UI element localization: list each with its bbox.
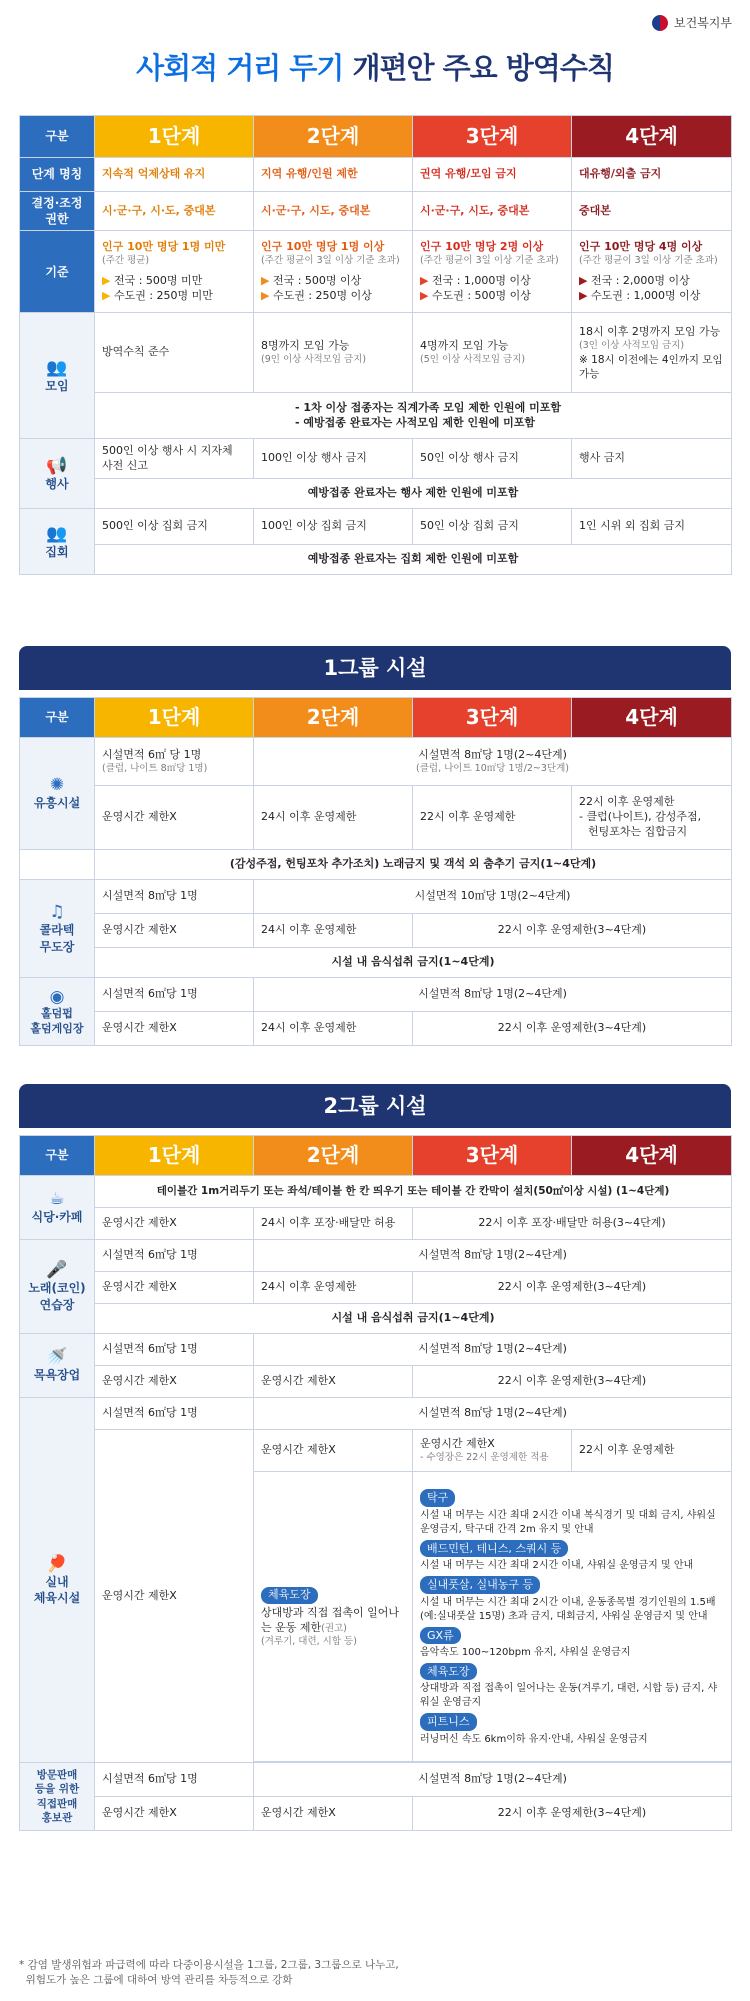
stage2-criteria: 인구 10만 명당 1명 이상 (주간 평균이 3일 이상 기준 초과) ▶ 전국 : 500명 이상 ▶ 수도권 : 250명 이상	[254, 231, 413, 313]
authority-row	[20, 192, 732, 231]
event-note-row	[20, 479, 732, 509]
g1-stage1-header: 1단계	[95, 698, 254, 738]
stage1-event: 500인 이상 행사 시 지자체 사전 신고	[95, 439, 254, 479]
sport-capacity-1: 시설면적 6㎡당 1명	[95, 1398, 254, 1430]
stage2-header: 2단계	[254, 116, 413, 158]
sales-hours-3to4: 22시 이후 운영제한(3~4단계)	[413, 1797, 732, 1831]
stage1-name: 지속적 억제상태 유지	[95, 158, 254, 192]
bath-capacity-2to4: 시설면적 8㎡당 1명(2~4단계)	[254, 1334, 732, 1366]
gathering-note: - 1차 이상 접종자는 직계가족 모임 제한 인원에 미포함 - 예방접종 완료자는 사적모임 제한 인원에 미포함	[95, 393, 732, 439]
holdem-hours-2: 24시 이후 운영제한	[254, 1012, 413, 1046]
microphone-icon: 🎤	[46, 1260, 68, 1281]
label-authority: 결정·조정 권한	[20, 192, 95, 231]
yuheung-capacity-2to4: 시설면적 8㎡당 1명(2~4단계) (클럽, 나이트 10㎡당 1명/2~3단계)	[254, 738, 732, 786]
yuheung-hours-1: 운영시간 제한X	[95, 786, 254, 850]
group1-table	[19, 697, 732, 1046]
bath-hours-2: 운영시간 제한X	[254, 1366, 413, 1398]
stage4-header: 4단계	[572, 116, 732, 158]
group2-table	[19, 1135, 732, 1831]
g2-stage4-header: 4단계	[572, 1136, 732, 1176]
people-meeting-icon: 👥	[46, 357, 68, 378]
stage1-authority: 시·군·구, 시·도, 중대본	[95, 192, 254, 231]
label-sport: 🏓 실내 체육시설	[20, 1398, 95, 1763]
ministry-name: 보건복지부	[674, 16, 732, 30]
label-gathering: 👥 모임	[20, 313, 95, 439]
stage3-gathering: 4명까지 모임 가능 (5인 이상 사적모임 금지)	[413, 313, 572, 393]
rally-row	[20, 509, 732, 545]
event-note: 예방접종 완료자는 행사 제한 인원에 미포함	[95, 479, 732, 509]
sales-capacity-1: 시설면적 6㎡당 1명	[95, 1763, 254, 1797]
sales-hours-2: 운영시간 제한X	[254, 1797, 413, 1831]
colatec-hours-2: 24시 이후 운영제한	[254, 914, 413, 948]
g2-stage3-header: 3단계	[413, 1136, 572, 1176]
footnote	[19, 1958, 399, 1988]
gathering-row	[20, 313, 732, 393]
g1-label-gubun: 구분	[20, 698, 95, 738]
sport-stage2-dojang: 체육도장 상대방과 직접 접촉이 일어나는 운동 제한(권고) (겨루기, 대련, 시합 등)	[254, 1472, 413, 1762]
label-colatec: ♫ 콜라텍 무도장	[20, 880, 95, 978]
poker-chip-icon: ◉	[49, 986, 65, 1007]
yuheung-note: (감성주점, 헌팅포차 추가조치) 노래금지 및 객석 외 춤추기 금지(1~4단계)	[95, 850, 732, 880]
label-bath: 🚿 목욕장업	[20, 1334, 95, 1398]
stage-overview-table	[19, 115, 732, 575]
g2-label-gubun: 구분	[20, 1136, 95, 1176]
label-event: 📢 행사	[20, 439, 95, 509]
label-holdem: ◉ 홀덤펍 홀덤게임장	[20, 978, 95, 1046]
label-sales-hall: 방문판매 등을 위한 직접판매 홍보관	[20, 1763, 95, 1831]
stage4-authority: 중대본	[572, 192, 732, 231]
holdem-capacity-2to4: 시설면적 8㎡당 1명(2~4단계)	[254, 978, 732, 1012]
ping-pong-icon: 🏓	[46, 1553, 68, 1574]
karaoke-hours-1: 운영시간 제한X	[95, 1272, 254, 1304]
label-cafe: ☕ 식당·카페	[20, 1176, 95, 1240]
g2-stage1-header: 1단계	[95, 1136, 254, 1176]
sport-stage3to4-rules: 탁구 시설 내 머무는 시간 최대 2시간 이내 복식경기 및 대회 금지, 샤워실 운영금지, 탁구대 간격 2m 유지 및 안내 배드민턴, 테니스, 스쿼시 등 시설 내 머무는 시간 최대 2시간 이내, 샤워실 운영금지 및 안내 실내풋살, 실내농구 등 시설 내 머무는 시간 최대 2시간 이내, 운동종목별 경기인원의 1.5배(예:실내풋살 15명) 초과 금지, 대회금지, 샤워실 운영금지 및 안내 GX류 음악속도 100~120bpm 유지, 샤워실 운영금지 체육도장 상대방과 직접 접촉이 일어나는 운동(겨루기, 대련, 시합 등) 금지, 샤워실 운영금지 피트니스 러닝머신 속도 6km이하 유지·안내, 샤워실 운영금지	[413, 1472, 732, 1762]
stage3-event: 50인 이상 행사 금지	[413, 439, 572, 479]
shower-icon: 🚿	[46, 1347, 68, 1368]
stage2-name: 지역 유행/인원 제한	[254, 158, 413, 192]
ministry-logo	[652, 14, 732, 31]
sport-hours-3: 운영시간 제한X - 수영장은 22시 운영제한 적용	[413, 1430, 572, 1472]
stage4-rally: 1인 시위 외 집회 금지	[572, 509, 732, 545]
karaoke-note: 시설 내 음식섭취 금지(1~4단계)	[95, 1304, 732, 1334]
g1-stage2-header: 2단계	[254, 698, 413, 738]
stage1-criteria: 인구 10만 명당 1명 미만 (주간 평균) ▶ 전국 : 500명 미만 ▶ 수도권 : 250명 미만	[95, 231, 254, 313]
g1-stage3-header: 3단계	[413, 698, 572, 738]
stage4-gathering: 18시 이후 2명까지 모임 가능 (3인 이상 사적모임 금지) ※ 18시 이전에는 4인까지 모임 가능	[572, 313, 732, 393]
coffee-cup-icon: ☕	[49, 1189, 65, 1210]
g2-stage2-header: 2단계	[254, 1136, 413, 1176]
stage1-header: 1단계	[95, 116, 254, 158]
sport-hours-1: 운영시간 제한X	[95, 1430, 254, 1763]
sport-hours-4: 22시 이후 운영제한	[572, 1430, 732, 1472]
page-title: 사회적 거리 두기 개편안 주요 방역수칙	[136, 51, 614, 85]
crowd-icon: 👥	[46, 523, 68, 544]
bath-hours-1: 운영시간 제한X	[95, 1366, 254, 1398]
label-criteria: 기준	[20, 231, 95, 313]
stage1-gathering: 방역수칙 준수	[95, 313, 254, 393]
ministry-emblem-icon	[652, 15, 668, 31]
label-karaoke: 🎤 노래(코인) 연습장	[20, 1240, 95, 1334]
header-row	[20, 116, 732, 158]
cafe-hours-2: 24시 이후 포장·배달만 허용	[254, 1208, 413, 1240]
cafe-hours-3to4: 22시 이후 포장·배달만 허용(3~4단계)	[413, 1208, 732, 1240]
criteria-row	[20, 231, 732, 313]
g1-stage4-header: 4단계	[572, 698, 732, 738]
disco-ball-icon: ✺	[49, 775, 65, 796]
label-gubun: 구분	[20, 116, 95, 158]
footnote-line-1: * 감염 발생위험과 파급력에 따라 다중이용시설을 1그룹, 2그룹, 3그룹으로 나누고,	[19, 1959, 399, 1971]
cafe-distancing-note: 테이블간 1m거리두기 또는 좌석/테이블 한 칸 띄우기 또는 테이블 간 칸막이 설치(50㎡이상 시설) (1~4단계)	[95, 1176, 732, 1208]
stage4-criteria: 인구 10만 명당 4명 이상 (주간 평균이 3일 이상 기준 초과) ▶ 전국 : 2,000명 이상 ▶ 수도권 : 1,000명 이상	[572, 231, 732, 313]
stage-name-row	[20, 158, 732, 192]
holdem-capacity-1: 시설면적 6㎡당 1명	[95, 978, 254, 1012]
rally-note-row	[20, 545, 732, 575]
holdem-hours-1: 운영시간 제한X	[95, 1012, 254, 1046]
group1-band: 1그룹 시설	[19, 646, 731, 690]
colatec-hours-1: 운영시간 제한X	[95, 914, 254, 948]
holdem-hours-3to4: 22시 이후 운영제한(3~4단계)	[413, 1012, 732, 1046]
label-rally: 👥 집회	[20, 509, 95, 575]
gathering-note-row	[20, 393, 732, 439]
stage2-gathering: 8명까지 모임 가능 (9인 이상 사적모임 금지)	[254, 313, 413, 393]
sport-hours-2: 운영시간 제한X	[254, 1430, 413, 1472]
footnote-line-2: 위험도가 높은 그룹에 대하여 방역 관리를 차등적으로 강화	[19, 1974, 293, 1987]
karaoke-capacity-2to4: 시설면적 8㎡당 1명(2~4단계)	[254, 1240, 732, 1272]
sales-capacity-2to4: 시설면적 8㎡당 1명(2~4단계)	[254, 1763, 732, 1797]
stage4-name: 대유행/외출 금지	[572, 158, 732, 192]
stage3-rally: 50인 이상 집회 금지	[413, 509, 572, 545]
yuheung-hours-2: 24시 이후 운영제한	[254, 786, 413, 850]
stage2-event: 100인 이상 행사 금지	[254, 439, 413, 479]
bath-capacity-1: 시설면적 6㎡당 1명	[95, 1334, 254, 1366]
event-row	[20, 439, 732, 479]
sales-hours-1: 운영시간 제한X	[95, 1797, 254, 1831]
sport-capacity-2to4: 시설면적 8㎡당 1명(2~4단계)	[254, 1398, 732, 1430]
dancer-icon: ♫	[49, 902, 65, 923]
colatec-note: 시설 내 음식섭취 금지(1~4단계)	[95, 948, 732, 978]
stage3-criteria: 인구 10만 명당 2명 이상 (주간 평균이 3일 이상 기준 초과) ▶ 전국 : 1,000명 이상 ▶ 수도권 : 500명 이상	[413, 231, 572, 313]
stage2-rally: 100인 이상 집회 금지	[254, 509, 413, 545]
bath-hours-3to4: 22시 이후 운영제한(3~4단계)	[413, 1366, 732, 1398]
stage1-rally: 500인 이상 집회 금지	[95, 509, 254, 545]
cafe-hours-1: 운영시간 제한X	[95, 1208, 254, 1240]
colatec-capacity-2to4: 시설면적 10㎡당 1명(2~4단계)	[254, 880, 732, 914]
label-yuheung: ✺ 유흥시설	[20, 738, 95, 850]
yuheung-capacity-1: 시설면적 6㎡ 당 1명 (클럽, 나이트 8㎡당 1명)	[95, 738, 254, 786]
stage3-name: 권역 유행/모임 금지	[413, 158, 572, 192]
colatec-hours-3to4: 22시 이후 운영제한(3~4단계)	[413, 914, 732, 948]
karaoke-hours-3to4: 22시 이후 운영제한(3~4단계)	[413, 1272, 732, 1304]
stage2-authority: 시·군·구, 시도, 중대본	[254, 192, 413, 231]
karaoke-hours-2: 24시 이후 운영제한	[254, 1272, 413, 1304]
group2-band: 2그룹 시설	[19, 1084, 731, 1128]
label-stage-name: 단계 명칭	[20, 158, 95, 192]
rally-note: 예방접종 완료자는 집회 제한 인원에 미포함	[95, 545, 732, 575]
yuheung-hours-3: 22시 이후 운영제한	[413, 786, 572, 850]
megaphone-icon: 📢	[46, 455, 68, 476]
colatec-capacity-1: 시설면적 8㎡당 1명	[95, 880, 254, 914]
stage3-header: 3단계	[413, 116, 572, 158]
stage4-event: 행사 금지	[572, 439, 732, 479]
karaoke-capacity-1: 시설면적 6㎡당 1명	[95, 1240, 254, 1272]
stage3-authority: 시·군·구, 시도, 중대본	[413, 192, 572, 231]
yuheung-hours-4: 22시 이후 운영제한 - 클럽(나이트), 감성주점, 헌팅포차는 집합금지	[572, 786, 732, 850]
